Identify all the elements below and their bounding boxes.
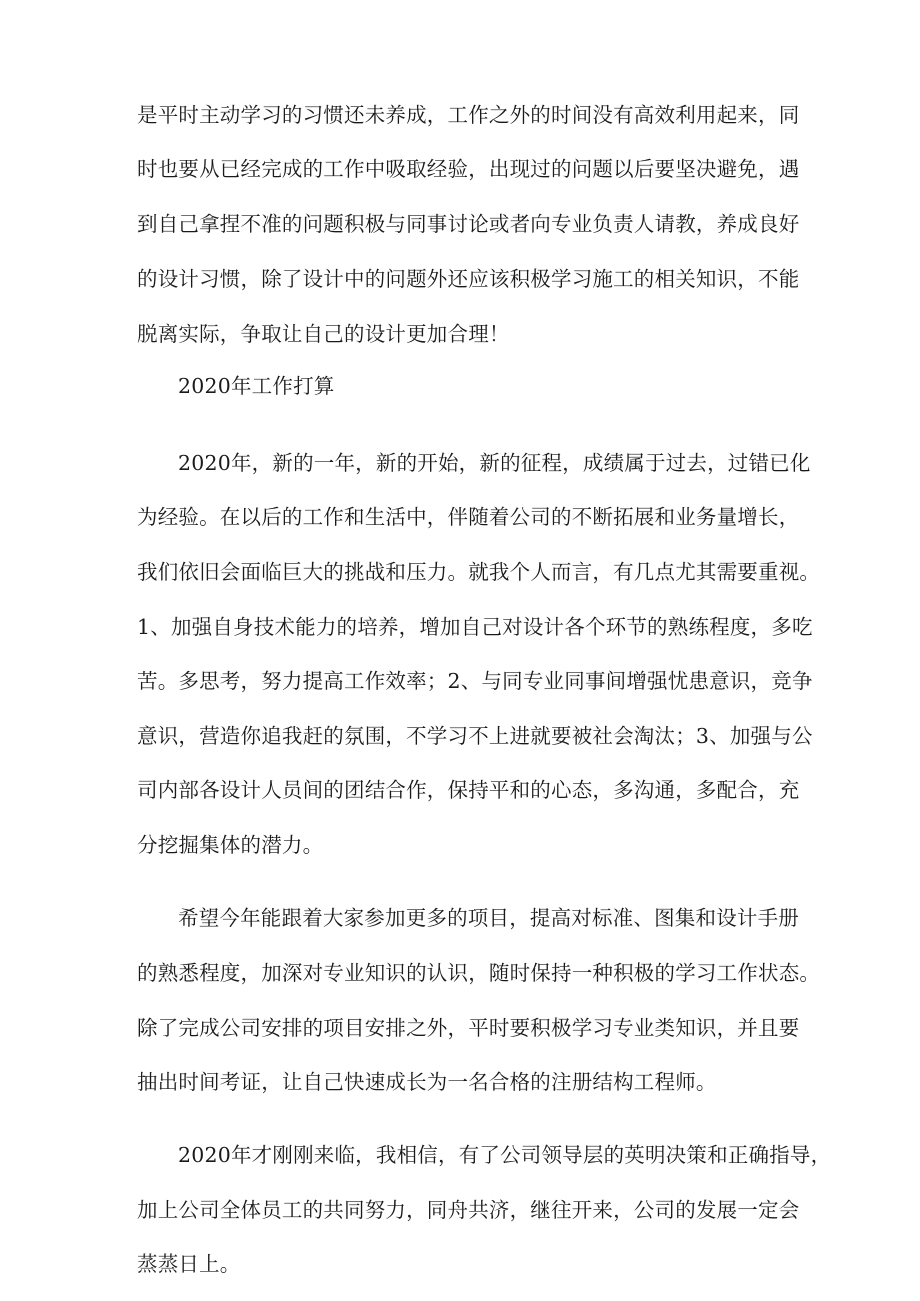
paragraph-1-line-2: 时也要从已经完成的工作中吸取经验，出现过的问题以后要坚决避免，遇 [137, 157, 800, 181]
paragraph-1-line-5: 脱离实际，争取让自己的设计更加合理！ [137, 322, 510, 346]
paragraph-2-line-4: 1、加强自身技术能力的培养，增加自己对设计各个环节的熟练程度，多吃 [137, 615, 813, 639]
paragraph-2-line-5: 苦。多思考，努力提高工作效率；2、与同专业同事间增强忧患意识，竞争 [137, 669, 813, 693]
paragraph-4-line-3: 蒸蒸日上。 [137, 1252, 241, 1276]
paragraph-2-line-6: 意识，营造你追我赶的氛围，不学习不上进就要被社会淘汰；3、加强与公 [137, 724, 813, 748]
paragraph-4-line-1: 2020年才刚刚来临，我相信，有了公司领导层的英明决策和正确指导， [178, 1143, 832, 1167]
paragraph-3-line-4: 抽出时间考证，让自己快速成长为一名合格的注册结构工程师。 [137, 1070, 717, 1094]
paragraph-3-line-1: 希望今年能跟着大家参加更多的项目，提高对标准、图集和设计手册 [178, 906, 799, 930]
paragraph-3-line-2: 的熟悉程度，加深对专业知识的认识，随时保持一种积极的学习工作状态。 [137, 961, 821, 985]
paragraph-3-line-3: 除了完成公司安排的项目安排之外，平时要积极学习专业类知识，并且要 [137, 1016, 800, 1040]
section-heading: 2020年工作打算 [178, 374, 335, 398]
paragraph-1-line-1: 是平时主动学习的习惯还未养成，工作之外的时间没有高效利用起来，同 [137, 103, 800, 127]
paragraph-2-line-8: 分挖掘集体的潜力。 [137, 833, 324, 857]
paragraph-2-line-1: 2020年，新的一年，新的开始，新的征程，成绩属于过去，过错已化 [178, 451, 811, 475]
paragraph-4-line-2: 加上公司全体员工的共同努力，同舟共济，继往开来，公司的发展一定会 [137, 1198, 800, 1222]
paragraph-2-line-3: 我们依旧会面临巨大的挑战和压力。就我个人而言，有几点尤其需要重视。 [137, 560, 821, 584]
paragraph-2-line-7: 司内部各设计人员间的团结合作，保持平和的心态，多沟通，多配合，充 [137, 778, 800, 802]
paragraph-1-line-4: 的设计习惯，除了设计中的问题外还应该积极学习施工的相关知识，不能 [137, 267, 800, 291]
paragraph-1-line-3: 到自己拿捏不准的问题积极与同事讨论或者向专业负责人请教，养成良好 [137, 212, 800, 236]
paragraph-2-line-2: 为经验。在以后的工作和生活中，伴随着公司的不断拓展和业务量增长， [137, 505, 800, 529]
